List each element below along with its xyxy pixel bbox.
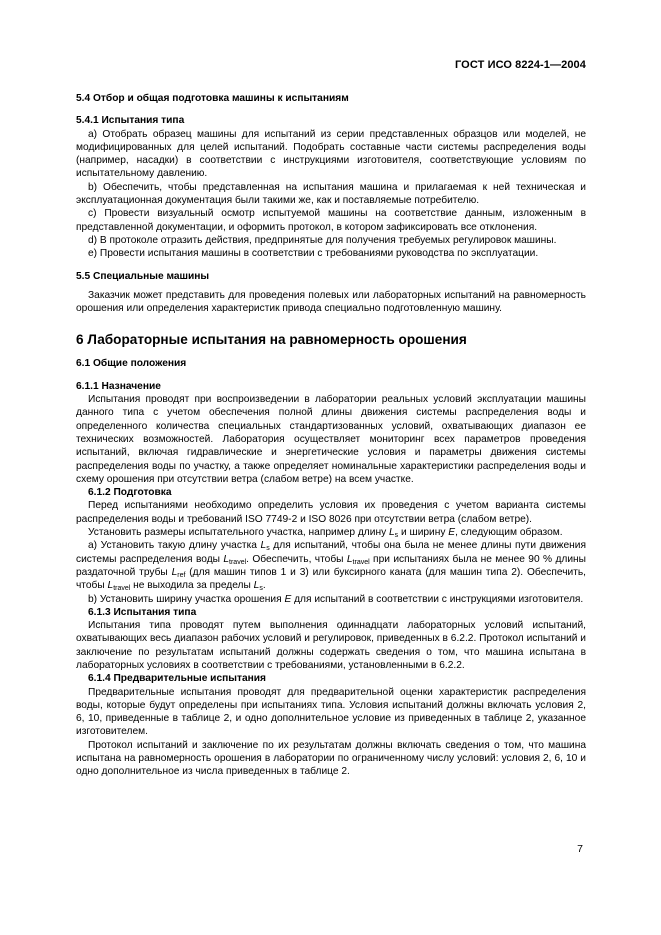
paragraph-5-4-1-e: e) Провести испытания машины в соответствии с требованиями руководства по эксплуатации. [88,248,539,260]
paragraph-6-1-4-first: Предварительные испытания проводят для предварительной оценки характеристик распределения воды, которые будут определены при испытаниях типа. Условия испытаний должны включать условия 2, 6, 10, приведенные в таблице 2, и одно дополнительное условие из приведенных в таблице 2, указанное изготовителем. [76,686,586,738]
section-5-4-1-title: 5.4.1 Испытания типа [76,115,185,127]
paragraph-5-4-1-a: a) Отобрать образец машины для испытаний из серии представленных образцов или моделей, не модифицированных для целей испытаний. Подобрать составные части системы распределения воды (например, насадки) в соответствии с инструкциями изготовителя, соответствующие условиям по испытательному давлению. [76,128,586,180]
paragraph-6-1-2-a [76,539,586,592]
text-run: для испытаний в соответствии с инструкциями изготовителя. [291,593,584,605]
symbol-l: L [171,566,178,578]
symbol-l: L [253,580,260,592]
paragraph-5-4-1-b: b) Обеспечить, чтобы представленная на испытания машина и прилагаемая к ней техническая и эксплуатационная документация были такими же, как и поставляемые потребителю. [76,181,586,207]
subscript: s [259,585,263,593]
symbol-l: L [346,553,353,565]
text-run: , следующим образом. [455,527,563,539]
section-6-1-2-title: 6.1.2 Подготовка [88,487,172,499]
text-run: . [262,580,266,592]
text-run: Установить размеры испытательного участка, например длину [88,527,389,539]
paragraph-6-1-2-dimensions [76,526,586,539]
text-run: не выходила за пределы [130,580,254,592]
text-run: и ширину [398,527,449,539]
subscript: travel [352,558,370,566]
paragraph-6-1-4-second: Протокол испытаний и заключение по их результатам должны включать сведения о том, что машина испытана на равномерность орошения в лаборатории по ограниченному числу условий: условия 2, 6, 10 и одно дополнительное из числа приведенных в таблице 2. [76,739,586,778]
section-5-5-title: 5.5 Специальные машины [76,270,210,282]
section-6-1-4-title: 6.1.4 Предварительные испытания [88,673,266,685]
section-6-1-3-title: 6.1.3 Испытания типа [88,606,197,618]
paragraph-5-4-1-d: d) В протоколе отразить действия, предпринятые для получения требуемых регулировок машины. [88,234,557,246]
subscript: ref [177,571,186,579]
symbol-l: L [260,540,267,552]
symbol-l: L [389,527,395,539]
paragraph-6-1-2-b [76,593,586,606]
symbol-l: L [107,580,114,592]
text-run: (для машин типов 1 и 3) или буксирного каната (для машин типа 2). Обеспечить, чтобы [76,566,586,592]
subscript: s [266,545,270,553]
paragraph-6-1-2-conditions: Перед испытаниями необходимо определить условия их проведения с учетом варианта системы распределения воды и требований ISO 7749-2 и ISO 8026 при отсутствии ветра (слабом ветре). [76,500,586,525]
subscript: travel [229,558,247,566]
section-5-4-title: 5.4 Отбор и общая подготовка машины к испытаниям [76,93,349,104]
section-6-1-title: 6.1 Общие положения [76,358,187,370]
paragraph-5-4-1-c: c) Провести визуальный осмотр испытуемой машины на соответствие данным, изложенным в представленной документации, и оформить протокол, в котором зафиксировать все отклонения. [76,208,586,233]
document-body [76,92,586,779]
symbol-l: L [223,553,230,565]
text-run: b) Установить ширину участка орошения [88,593,285,605]
subscript: s [394,532,399,540]
paragraph-6-1-1: Испытания проводят при воспроизведении в лаборатории реальных условий эксплуатации машины данного типа с учетом обеспечения полной длины движения системы распределения воды и определенного количества специальных стандартизованных условий, охватывающих диапазон ее технических возможностей. Лаборатория осуществляет мониторинг всех параметров проведения испытаний, включая гидравлические и энергетические условия и параметры движения системы распределения воды по участку, а также определяет номинальные характеристики распределения воды и схему орошения при отсутствии ветра (слабом ветре) на всем участке. [76,394,586,485]
text-run: . Обеспечить, чтобы [246,553,347,565]
text-run: при испытаниях была не менее 90 % длины раздаточной трубы [76,553,586,578]
text-run: a) Установить такую длину участка [88,540,261,552]
subscript: travel [113,585,131,593]
text-run: для испытаний, чтобы она была не менее длины пути движения системы распределения воды [76,540,586,565]
page-number: 7 [577,843,583,855]
paragraph-6-1-3: Испытания типа проводят путем выполнения одиннадцати лабораторных условий испытаний, охватывающих весь диапазон рабочих условий и регулировок, приведенных в 6.2.2. Протокол испытаний и заключение по результатам испытаний должны содержать сведения о том, что машина испытана в лабораторных условиях в соответствии с требованиями, установленными в 6.2.2. [76,620,586,671]
section-6-1-1-title: 6.1.1 Назначение [76,380,161,392]
symbol-e: E [284,593,292,605]
section-6-title: 6 Лабораторные испытания на равномерность орошения [76,332,467,348]
symbol-e: E [448,527,456,539]
paragraph-5-5: Заказчик может представить для проведения полевых или лабораторных испытаний на равномерность орошения или определения характеристик привода специально подготовленную машину. [76,289,586,315]
document-header: ГОСТ ИСО 8224-1—2004 [454,59,586,71]
